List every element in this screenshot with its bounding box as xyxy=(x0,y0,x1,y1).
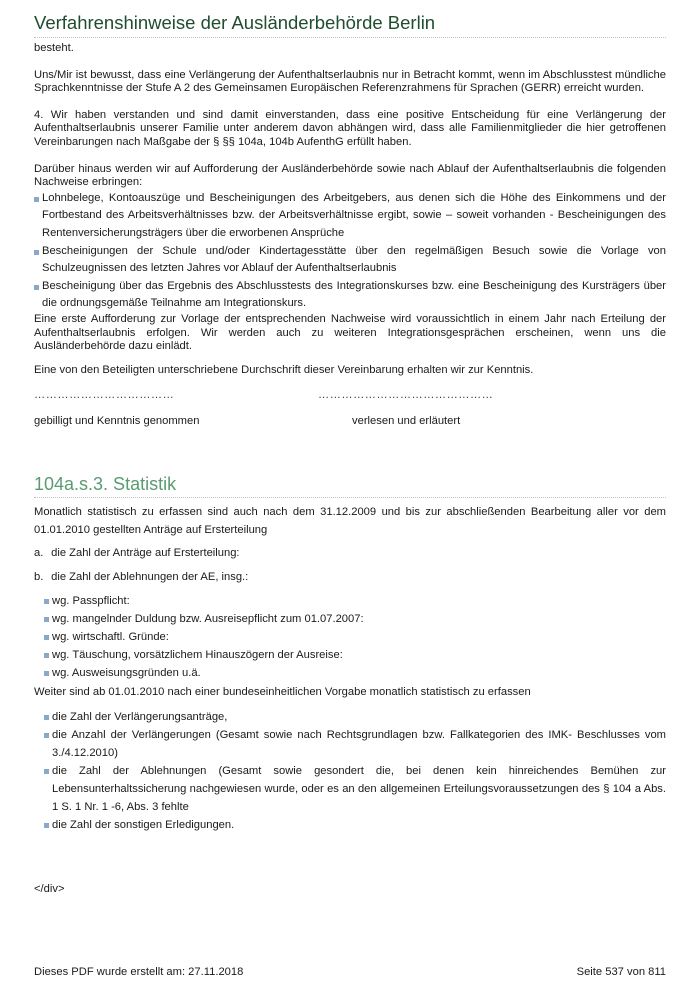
paragraph-durchschrift: Eine von den Beteiligten unterschriebene Durchschrift dieser Vereinbarung erhalten wir zur Kenntnis. xyxy=(34,363,534,376)
list-item: Bescheinigungen der Schule und/oder Kindertagesstätte über den regelmäßigen Besuch sowie die Vorlage von Schulzeugnissen des letzten Jahres vor Ablauf der Aufenthaltserlaubnis xyxy=(34,243,666,278)
statistik-weiter: Weiter sind ab 01.01.2010 nach einer bundeseinheitlichen Vorgabe monatlich statistisch zu erfassen xyxy=(34,686,531,699)
signature-line-left: ……………………………… xyxy=(34,389,175,402)
item-a-label: a. xyxy=(34,547,44,560)
paragraph-nachweise-intro: Darüber hinaus werden wir auf Aufforderung der Ausländerbehörde sowie nach Ablauf der Aufenthaltserlaubnis die folgenden Nachweise erbringen: xyxy=(34,162,666,189)
list-item: die Anzahl der Verlängerungen (Gesamt sowie nach Rechtsgrundlagen bzw. Fallkategorien des IMK- Beschlusses vom 3./4.12.2010) xyxy=(44,726,666,762)
paragraph-aufforderung: Eine erste Aufforderung zur Vorlage der entsprechenden Nachweise wird voraussichtlich in einem Jahr nach Erteilung der Aufenthaltserlaubnis erfolgen. Wir werden auch zu weiteren Integrationsgesprächen erscheinen, wenn uns die Ausländerbehörde dazu einlädt. xyxy=(34,312,666,353)
item-a xyxy=(34,545,666,563)
paragraph-point-4: 4. Wir haben verstanden und sind damit einverstanden, dass eine positive Entscheidung für eine Verlängerung der Aufenthaltserlaubnis unserer Familie unter anderem davon abhängen wird, dass alle Familienmitglieder die hier getroffenen Vereinbarungen nach Maßgabe der § §§ 104a, 104b AufenthG erfüllt haben. xyxy=(34,108,666,148)
ablehnungsgruende-list xyxy=(44,592,666,682)
agreement-continuation xyxy=(34,42,666,427)
list-item: wg. Täuschung, vorsätzlichem Hinauszögern der Ausreise: xyxy=(44,646,666,664)
statistik-section xyxy=(34,504,666,834)
item-b-label: b. xyxy=(34,570,44,583)
item-b xyxy=(34,569,666,587)
list-item: wg. mangelnder Duldung bzw. Ausreisepflicht zum 01.07.2007: xyxy=(44,610,666,628)
footer-created: Dieses PDF wurde erstellt am: 27.11.2018 xyxy=(34,966,244,978)
stray-end-tag: </div> xyxy=(34,883,65,895)
list-item: wg. Passpflicht: xyxy=(44,592,666,610)
statistik-intro: Monatlich statistisch zu erfassen sind auch nach dem 31.12.2009 und bis zur abschließenden Bearbeitung aller vor dem 01.01.2010 gestellten Anträge auf Ersterteilung xyxy=(34,506,666,536)
signature-label-right: verlesen und erläutert xyxy=(352,415,461,428)
list-item: wg. Ausweisungsgründen u.ä. xyxy=(44,664,666,682)
signature-label-left: gebilligt und Kenntnis genommen xyxy=(34,415,200,428)
list-item: die Zahl der Ablehnungen (Gesamt sowie gesondert die, bei denen kein hinreichendes Bemühen zur Lebensunterhaltssicherung nachgewiesen wurde, oder es an den allgemeinen Erteilungsvoraussetzungen des § 104 a Abs. 1 S. 1 Nr. 1 -6, Abs. 3 fehlte xyxy=(44,762,666,816)
page-footer xyxy=(34,966,666,978)
item-a-text: die Zahl der Anträge auf Ersterteilung: xyxy=(51,547,240,560)
item-b-text: die Zahl der Ablehnungen der AE, insg.: xyxy=(51,570,249,583)
list-item: Lohnbelege, Kontoauszüge und Bescheinigungen des Arbeitgebers, aus denen sich die Höhe des Einkommens und der Fortbestand des Arbeitsverhältnisses bzw. der Arbeitsverhältnisse ergibt, sowie – soweit vorhanden - Bescheinigungen des Rentenversicherungsträgers über die erworbenen Ansprüche xyxy=(34,190,666,243)
paragraph-continued: besteht. xyxy=(34,42,74,54)
nachweise-list xyxy=(34,190,666,313)
list-item: Bescheinigung über das Ergebnis des Abschlusstests des Integrationskurses bzw. eine Bescheinigung des Kursträgers über die ordnungsgemäße Teilnahme am Integrationskurs. xyxy=(34,278,666,313)
erfassung-list xyxy=(44,708,666,834)
signature-line-right: ……………………………………… xyxy=(318,389,494,402)
footer-page-number: Seite 537 von 811 xyxy=(576,966,666,978)
signature-labels xyxy=(34,415,666,427)
page-header xyxy=(34,11,666,38)
list-item: wg. wirtschaftl. Gründe: xyxy=(44,628,666,646)
header-title: Verfahrenshinweise der Ausländerbehörde Berlin xyxy=(34,12,436,33)
list-item: die Zahl der Verlängerungsanträge, xyxy=(44,708,666,726)
signature-lines xyxy=(34,389,666,401)
section-title: 104a.s.3. Statistik xyxy=(34,474,666,498)
list-item: die Zahl der sonstigen Erledigungen. xyxy=(44,816,666,834)
paragraph-language-requirement: Uns/Mir ist bewusst, dass eine Verlängerung der Aufenthaltserlaubnis nur in Betracht kommt, wenn im Abschlusstest mündliche Sprachkenntnisse der Stufe A 2 des Gemeinsamen Europäischen Referenzrahmens für Sprachen (GERR) erreicht wurden. xyxy=(34,68,666,95)
